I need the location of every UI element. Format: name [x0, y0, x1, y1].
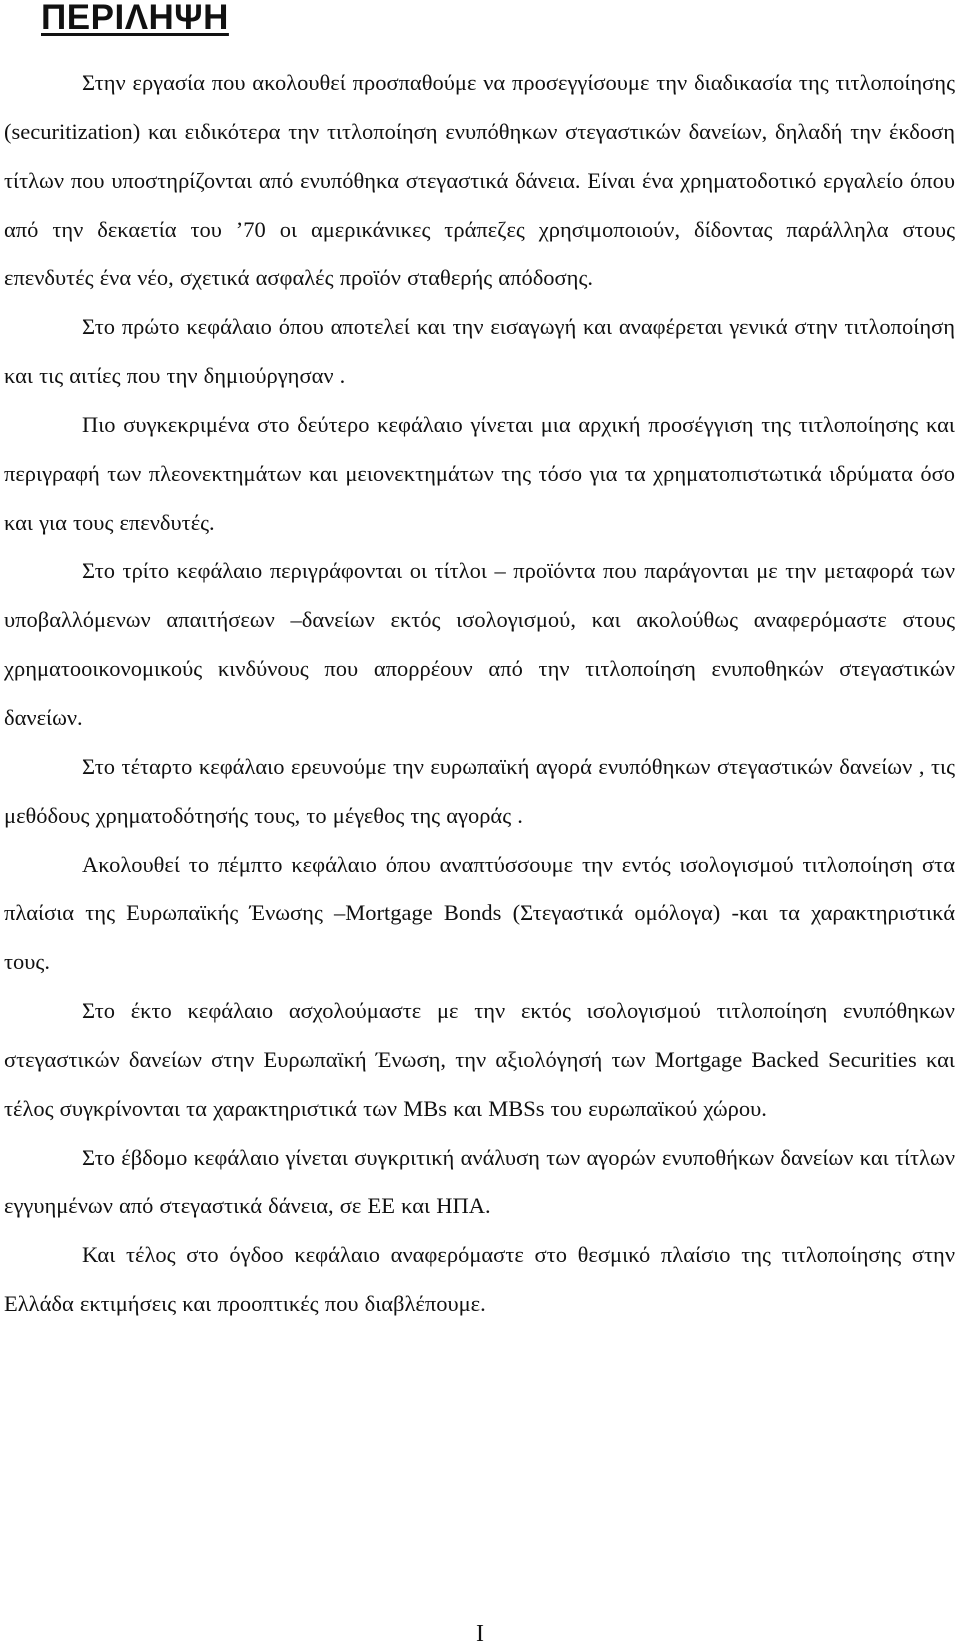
summary-heading: ΠΕΡΙΛΗΨΗ — [41, 0, 229, 37]
paragraph-chapter-8: Και τέλος στο όγδοο κεφάλαιο αναφερόμαστε στο θεσμικό πλαίσιο της τιτλοποίησης στην Ελλάδα εκτιμήσεις και προοπτικές που διαβλέπουμε. — [4, 1242, 955, 1317]
paragraph-chapter-2: Πιο συγκεκριμένα στο δεύτερο κεφάλαιο γίνεται μια αρχική προσέγγιση της τιτλοποίησης και περιγραφή των πλεονεκτημάτων και μειονεκτημάτων της τόσο για τα χρηματοπιστωτικά ιδρύματα όσο και για τους επενδυτές. — [4, 411, 955, 535]
paragraph-chapter-3: Στο τρίτο κεφάλαιο περιγράφονται οι τίτλοι – προϊόντα που παράγονται με την μεταφορά των υποβαλλόμενων απαιτήσεων –δανείων εκτός ισολογισμού, και ακολούθως αναφερόμαστε στους χρηματοοικονομικούς κινδύνους που απορρέουν από την τιτλοποίηση ενυποθηκών στεγαστικών δανείων. — [4, 558, 955, 730]
paragraph-chapter-5: Ακολουθεί το πέμπτο κεφάλαιο όπου αναπτύσσουμε την εντός ισολογισμού τιτλοποίηση στα πλαίσια της Ευρωπαϊκής Ένωσης –Mortgage Bonds (Στεγαστικά ομόλογα) -και τα χαρακτηριστικά τους. — [4, 851, 955, 975]
paragraph-chapter-7: Στο έβδομο κεφάλαιο γίνεται συγκριτική ανάλυση των αγορών ενυποθήκων δανείων και τίτλων εγγυημένων από στεγαστικά δάνεια, σε ΕΕ και ΗΠΑ. — [4, 1144, 955, 1219]
paragraph-intro: Στην εργασία που ακολουθεί προσπαθούμε να προσεγγίσουμε την διαδικασία της τιτλοποίησης (securitization) και ειδικότερα την τιτλοποίηση ενυπόθηκων στεγαστικών δανείων, δηλαδή την έκδοση τίτλων που υποστηρίζονται από ενυπόθηκα στεγαστικά δάνεια. Είναι ένα χρηματοδοτικό εργαλείο όπου από την δεκαετία του ’70 οι αμερικάνικες τράπεζες χρησιμοποιούν, δίδοντας παράλληλα στους επενδυτές ένα νέο, σχετικά ασφαλές προϊόν σταθερής απόδοσης. — [4, 70, 955, 291]
paragraph-chapter-6: Στο έκτο κεφάλαιο ασχολούμαστε με την εκτός ισολογισμού τιτλοποίηση ενυπόθηκων στεγαστικών δανείων στην Ευρωπαϊκή Ένωση, την αξιολόγησή των Mortgage Backed Securities και τέλος συγκρίνονται τα χαρακτηριστικά των MBs και MBSs του ευρωπαϊκού χώρου. — [4, 998, 955, 1121]
summary-body — [4, 59, 955, 1329]
page-number: I — [476, 1621, 484, 1647]
paragraph-chapter-1: Στο πρώτο κεφάλαιο όπου αποτελεί και την εισαγωγή και αναφέρεται γενικά στην τιτλοποίηση και τις αιτίες που την δημιούργησαν . — [4, 314, 955, 389]
paragraph-chapter-4: Στο τέταρτο κεφάλαιο ερευνούμε την ευρωπαϊκή αγορά ενυπόθηκων στεγαστικών δανείων , τις μεθόδους χρηματοδότησής τους, το μέγεθος της αγοράς . — [4, 753, 955, 828]
